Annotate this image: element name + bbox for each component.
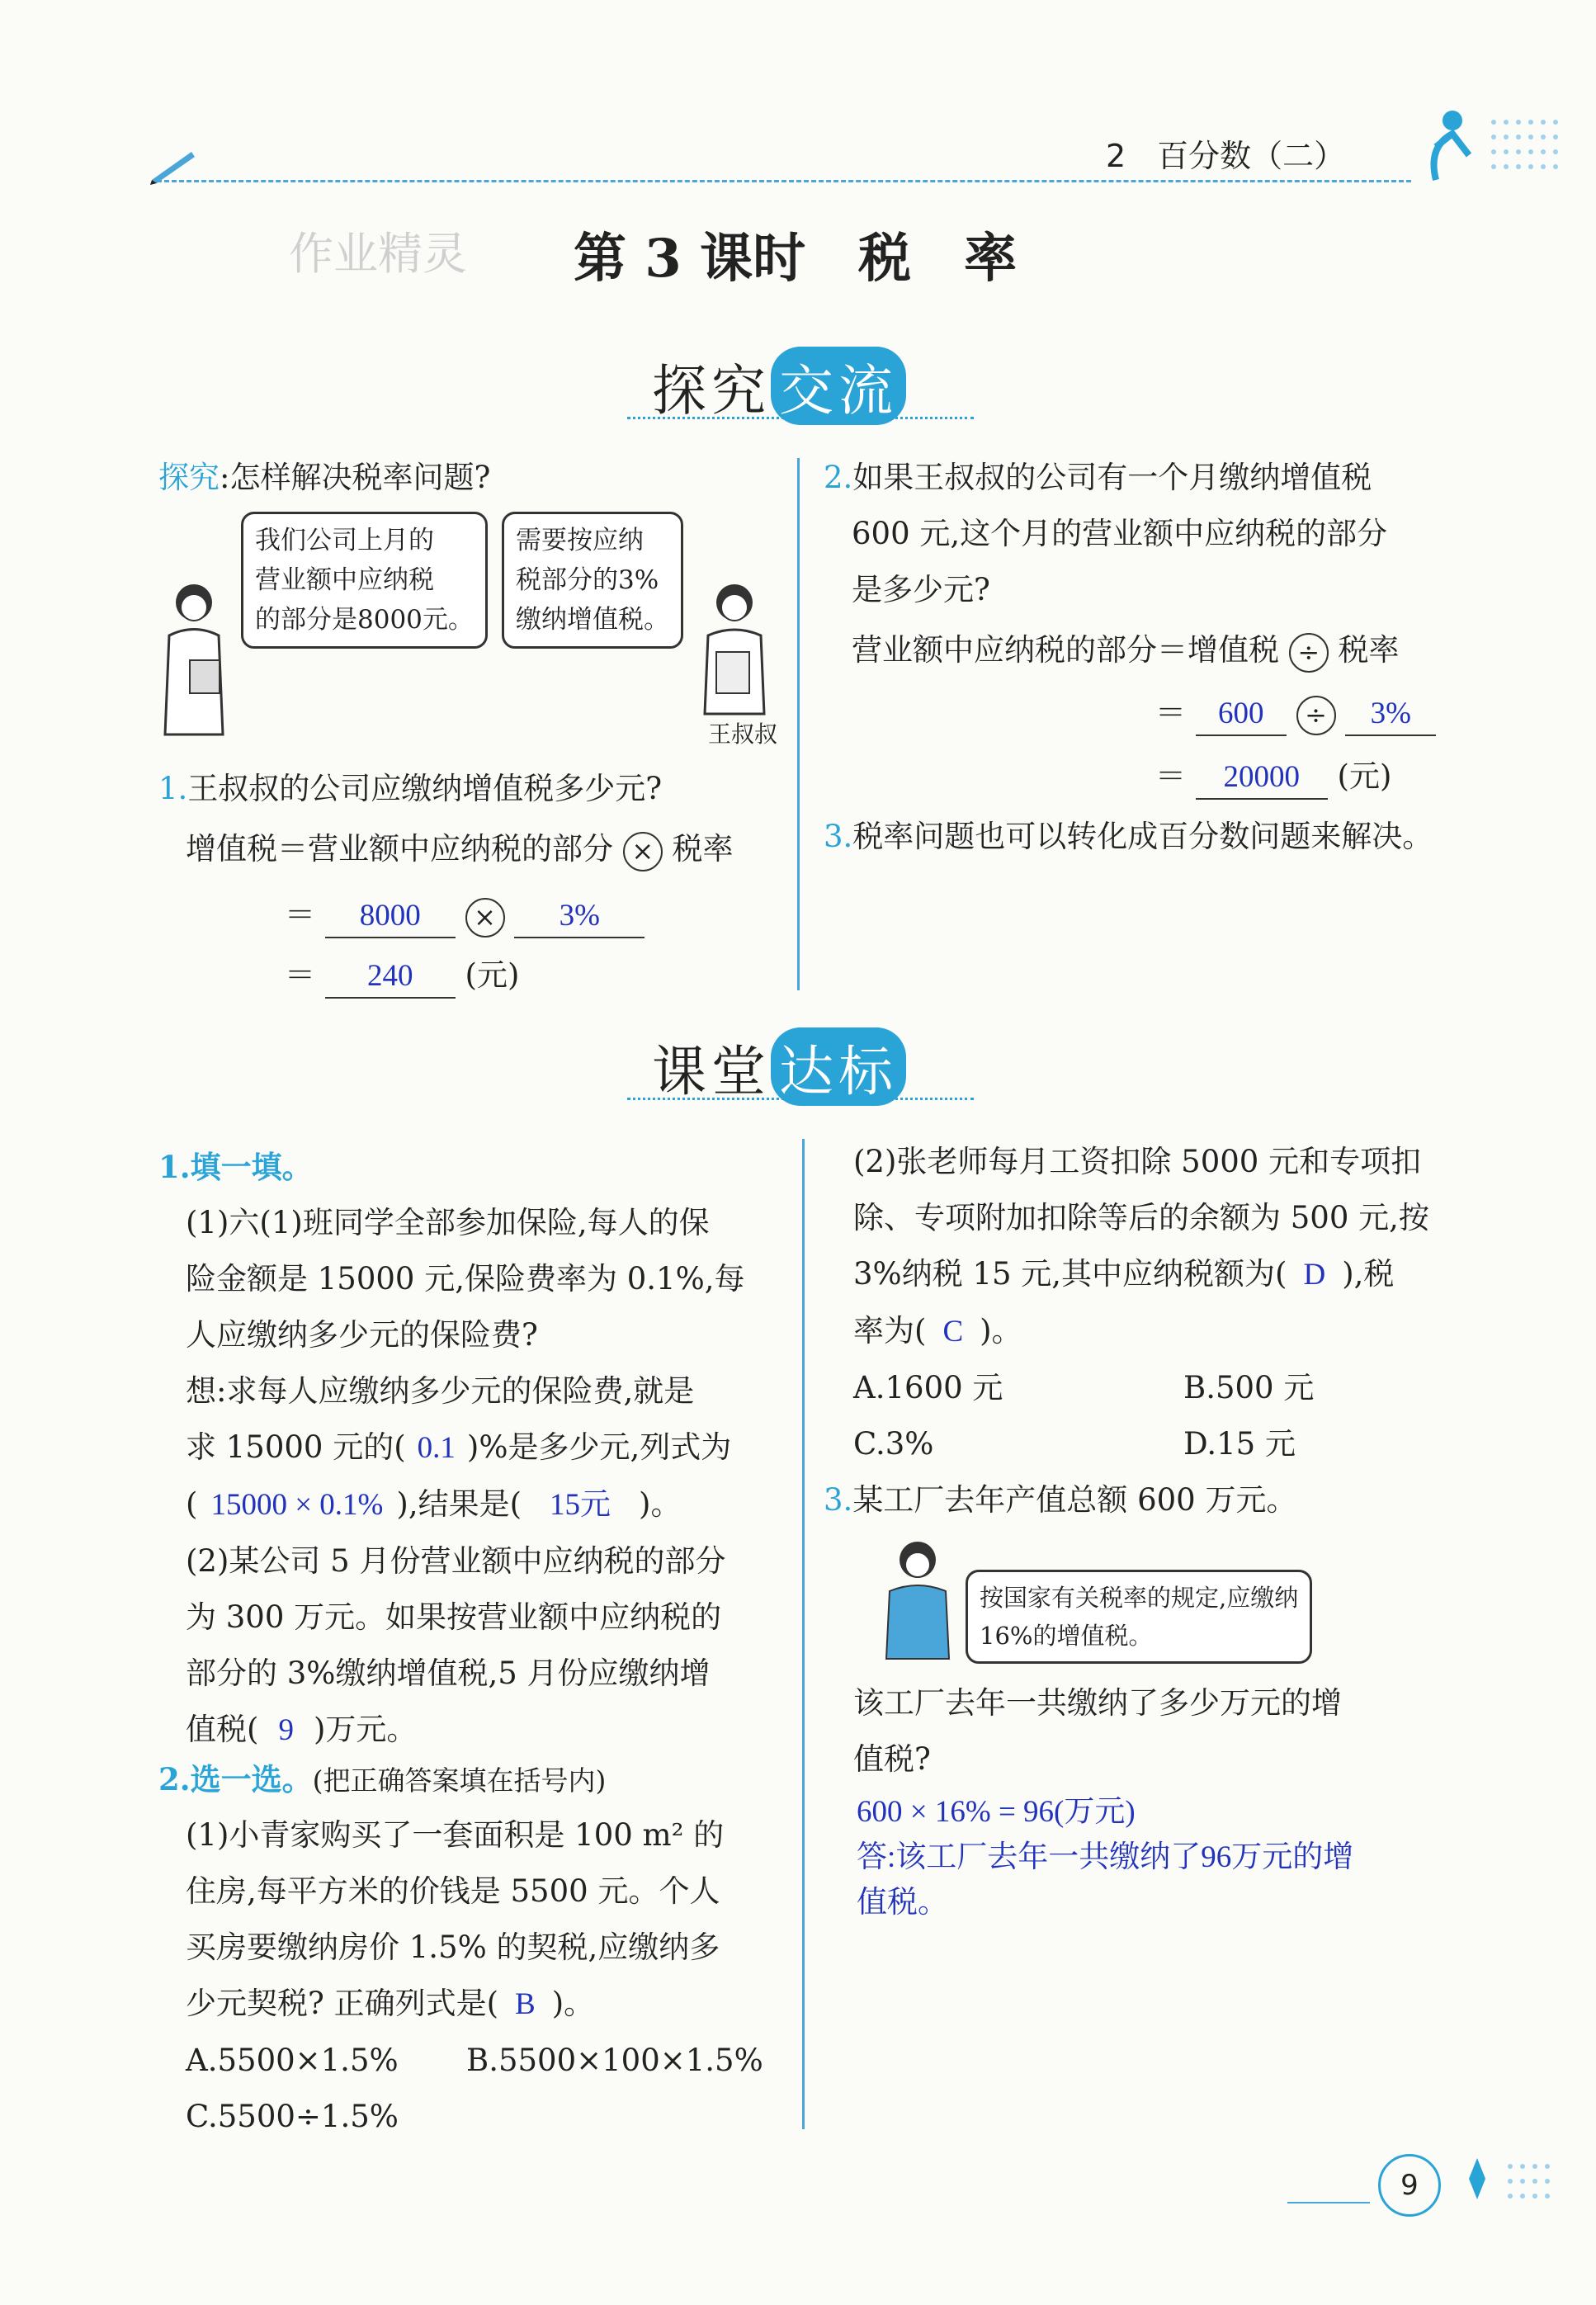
q1-value1: 8000 — [325, 895, 456, 938]
p3-number: 3. — [824, 1482, 853, 1518]
q2-value2: 3% — [1345, 693, 1436, 736]
section-title-explore — [652, 347, 906, 425]
p3-statement: 某工厂去年产值总额 600 万元。 — [852, 1482, 1297, 1518]
girl-illustration — [876, 1537, 959, 1664]
chapter-label: 2 百分数（二） — [1106, 138, 1346, 174]
bubble2-line: 税部分的3% — [516, 565, 659, 595]
p1-2-line: 为 300 万元。如果按营业额中应纳税的 — [186, 1599, 722, 1635]
p1-heading: 1.填一填。 — [158, 1149, 313, 1185]
p2-2-line3b: ),税 — [1342, 1256, 1395, 1292]
section-title-b: 达标 — [771, 1027, 906, 1106]
p1-2-line: 部分的 3%缴纳增值税,5 月份应缴纳增 — [186, 1656, 711, 1691]
q3-statement: 税率问题也可以转化成百分数问题来解决。 — [852, 819, 1433, 854]
p2-2-answer2: C — [942, 1315, 964, 1349]
bubble2-line: 缴纳增值税。 — [516, 605, 669, 635]
page-number: 9 — [1378, 2154, 1441, 2217]
q2-line: 600 元,这个月的营业额中应纳税的部分 — [852, 516, 1388, 551]
p2-2-line: 除、专项附加扣除等后的余额为 500 元,按 — [853, 1200, 1429, 1235]
p2-2-block — [853, 1134, 1429, 1472]
man-figure-icon — [693, 578, 776, 718]
section-title-practice — [652, 1027, 906, 1106]
p1-1-line: 险金额是 15000 元,保险费率为 0.1%,每 — [186, 1261, 745, 1297]
section-title-a: 探究 — [652, 359, 771, 423]
p2-2-answer1: D — [1303, 1258, 1326, 1292]
p2-1-option-b: B.5500×100×1.5% — [466, 2043, 763, 2078]
q2-line: 是多少元? — [852, 572, 990, 607]
header-rule — [157, 180, 1411, 182]
header-left-decoration — [149, 147, 198, 190]
q1-formula-b: 税率 — [672, 831, 734, 867]
p2-1-line4a: 少元契税? 正确列式是( — [186, 1986, 499, 2021]
equals-sign: ＝ — [285, 957, 315, 993]
q2-step2 — [1155, 749, 1391, 805]
section-title-a: 课堂 — [652, 1040, 771, 1103]
p1-1-line6a: ( — [186, 1486, 198, 1522]
p3-question — [853, 1675, 1342, 1788]
equals-sign: ＝ — [285, 897, 315, 933]
column-divider-bottom — [802, 1139, 805, 2129]
p1-2-line4b: )万元。 — [313, 1712, 418, 1747]
p1-2-answer: 9 — [278, 1713, 294, 1747]
section-title-underline — [627, 417, 974, 419]
p1-1-block — [186, 1195, 745, 1759]
runner-icon — [1403, 97, 1576, 196]
q1-formula — [186, 821, 734, 877]
q2-formula-a: 营业额中应纳税的部分＝增值税 — [852, 632, 1279, 668]
q2-operator: ÷ — [1289, 633, 1329, 673]
p3-answer-line: 值税。 — [857, 1886, 948, 1920]
q1-operator-2: × — [465, 898, 505, 938]
q2-value1: 600 — [1196, 693, 1287, 736]
p2-2-line: (2)张老师每月工资扣除 5000 元和专项扣 — [853, 1144, 1422, 1179]
q2-number: 2. — [824, 460, 853, 495]
p2-1-answer: B — [515, 1987, 536, 2021]
p1-1-answer2: 15000 × 0.1% — [210, 1488, 384, 1522]
q1-text — [158, 761, 662, 817]
q2-formula-b: 税率 — [1338, 632, 1400, 668]
p1-2-line4a: 值税( — [186, 1712, 259, 1747]
girl-figure-icon — [876, 1537, 959, 1660]
bubble1-line: 的部分是8000元。 — [255, 605, 474, 635]
p3-question-line: 值税? — [853, 1741, 931, 1777]
q3-number: 3. — [824, 819, 853, 854]
p2-2-line4b: )。 — [980, 1313, 1022, 1349]
q2-operator-2: ÷ — [1296, 696, 1336, 735]
sparkle-icon — [1452, 2150, 1576, 2208]
section-title-underline — [627, 1098, 974, 1100]
q2-step1 — [1155, 685, 1436, 741]
p3-bubble-line: 16%的增值税。 — [980, 1622, 1153, 1650]
bubble1-line: 营业额中应纳税 — [255, 565, 434, 595]
p1-1-line6b: ),结果是( — [396, 1486, 522, 1522]
q2-line: 如果王叔叔的公司有一个月缴纳增值税 — [852, 460, 1372, 495]
explore-prefix: 探究 — [158, 460, 220, 495]
q1-question: 王叔叔的公司应缴纳增值税多少元? — [187, 771, 663, 806]
q1-value2: 3% — [514, 895, 645, 938]
section-title-b: 交流 — [771, 347, 906, 425]
p3-answer — [857, 1789, 1353, 1925]
p1-1-line: (1)六(1)班同学全部参加保险,每人的保 — [186, 1205, 710, 1240]
p1-2-line: (2)某公司 5 月份营业额中应纳税的部分 — [186, 1543, 726, 1579]
footer-decoration — [1452, 2150, 1576, 2211]
q2-formula — [852, 622, 1400, 678]
unit-yuan: (元) — [1337, 758, 1392, 794]
p1-1-line: 想:求每人应缴纳多少元的保险费,就是 — [186, 1373, 695, 1409]
speech-bubble-girl — [966, 1570, 1312, 1664]
p2-2-option-b: B.500 元 — [1183, 1370, 1315, 1405]
q1-result: 240 — [325, 956, 456, 999]
footer-rule — [1287, 2202, 1370, 2203]
q1-step1 — [285, 887, 645, 943]
p2-1-line: 住房,每平方米的价钱是 5500 元。个人 — [186, 1873, 720, 1909]
p2-2-line4a: 率为( — [853, 1313, 927, 1349]
q1-operator: × — [623, 832, 663, 871]
p3-question-line: 该工厂去年一共缴纳了多少万元的增 — [853, 1685, 1342, 1721]
explore-question-text: :怎样解决税率问题? — [220, 460, 491, 495]
p2-1-line: (1)小青家购买了一套面积是 100 m² 的 — [186, 1817, 725, 1853]
p2-2-option-a: A.1600 元 — [853, 1370, 1003, 1405]
p3-answer-line: 答:该工厂去年一共缴纳了96万元的增 — [857, 1840, 1354, 1874]
p1-1-line5a: 求 15000 元的( — [186, 1429, 406, 1465]
p1-1-answer1: 0.1 — [417, 1431, 456, 1465]
equals-sign: ＝ — [1155, 695, 1186, 730]
woman-illustration — [157, 578, 231, 746]
p2-2-option-c: C.3% — [853, 1426, 934, 1462]
p2-1-line4b: )。 — [551, 1986, 595, 2021]
page-title: 第 3 课时 税 率 — [574, 228, 1018, 290]
p3-answer-line: 600 × 16% = 96(万元) — [857, 1795, 1136, 1829]
woman-figure-icon — [157, 578, 231, 743]
explore-question — [158, 450, 490, 506]
q1-step2 — [285, 947, 519, 1004]
p1-1-line6c: )。 — [639, 1486, 682, 1522]
watermark: 作业精灵 — [289, 228, 467, 280]
q2-result: 20000 — [1196, 757, 1328, 800]
header-right-decoration — [1403, 97, 1576, 200]
p2-2-line3a: 3%纳税 15 元,其中应纳税额为( — [853, 1256, 1287, 1292]
p2-note: (把正确答案填在括号内) — [312, 1764, 607, 1797]
p2-1-option-c: C.5500÷1.5% — [186, 2099, 399, 2134]
p2-1-block — [186, 1807, 763, 2145]
p2-heading — [158, 1751, 606, 1809]
p2-1-line: 买房要缴纳房价 1.5% 的契税,应缴纳多 — [186, 1929, 720, 1965]
q1-number: 1. — [158, 771, 188, 806]
p2-title: 2.选一选。 — [158, 1761, 313, 1797]
p3-text — [824, 1472, 1296, 1528]
equals-sign: ＝ — [1155, 758, 1186, 794]
uncle-label: 王叔叔 — [708, 720, 778, 748]
speech-bubble-woman — [241, 512, 488, 649]
p2-1-option-a: A.5500×1.5% — [186, 2043, 399, 2078]
q2-text — [824, 450, 1387, 618]
p2-2-option-d: D.15 元 — [1183, 1426, 1296, 1462]
p1-1-line: 人应缴纳多少元的保险费? — [186, 1317, 538, 1353]
bubble1-line: 我们公司上月的 — [255, 526, 434, 555]
p1-1-line5b: )%是多少元,列式为 — [466, 1429, 732, 1465]
q3-text — [824, 809, 1433, 865]
unit-yuan: (元) — [465, 957, 520, 993]
p3-bubble-line: 按国家有关税率的规定,应缴纳 — [980, 1584, 1299, 1612]
q1-formula-a: 增值税＝营业额中应纳税的部分 — [186, 831, 613, 867]
speech-bubble-uncle — [502, 512, 683, 649]
bubble2-line: 需要按应纳 — [516, 526, 644, 555]
p1-1-answer3: 15元 — [550, 1488, 611, 1522]
column-divider-top — [797, 458, 800, 990]
uncle-illustration — [693, 578, 776, 721]
